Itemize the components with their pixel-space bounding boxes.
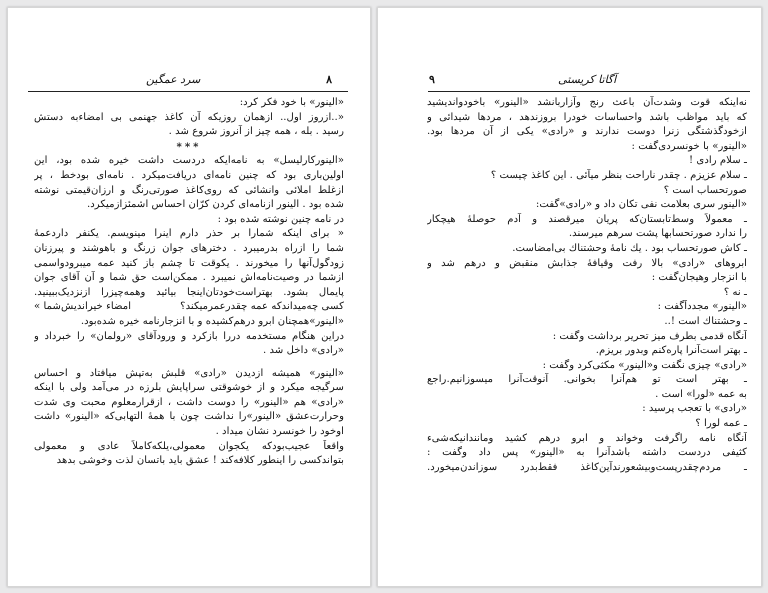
left-page-number: ٨	[326, 73, 332, 86]
text-line: سرگیجه میکرد و از خوشوقتی سراپایش بلرزه در می‌آمد ولی با اینکه	[34, 382, 344, 394]
text-line: دراین هنگام مستخدمه دررا بازکرد و ورودآقای «رولمان» را خبرداد و	[34, 330, 344, 342]
right-page-header	[428, 71, 750, 92]
text-line: «الینور» همیشه ازدیدن «رادی» قلبش به‌تپش میافتاد و احساس	[34, 367, 344, 379]
text-line: «الینور» با خونسردی‌گفت :	[631, 140, 747, 152]
dialogue-line: ـ معمولاً وسط‌تابستان‌که پریان میرقصند و آدم حوصلهٔ هیچکار	[427, 213, 747, 225]
text-line: «رادی» با تعجب پرسید :	[642, 403, 747, 415]
text-line: «الینور»همچنان ابرو درهم‌کشیده و با انزجارنامه خیره شده‌بود.	[80, 315, 344, 327]
dialogue-line: ـ بهتر است تو هم‌آنرا بخوانی. آنوقت‌آنرا میسوزانیم.راجع	[427, 374, 747, 386]
letter-line: پایمال بشود. بهتر‌است‌خودتان‌اینجا بیائید وهمه‌چیزرا ازنزدیک‌ببینید.	[34, 286, 344, 298]
text-line: به عمه «لورا» است .	[655, 388, 747, 400]
text-line: «رادی» چیزی نگفت و«الینور» مکثی‌کرد و‌گفت :	[542, 359, 747, 371]
text-line: بتواندکسی را اینطور کلافه‌کند ! عشق باید باتسان لذت وخوشی بدهد	[56, 455, 344, 467]
dialogue-line: ـ مردم‌چقدرپست‌وبیشعورندآین‌کاغذ فقط‌بدرد سوزاندن‌میخورد.	[427, 461, 747, 473]
text-line: «الینور» با خود فکر کرد:	[239, 97, 344, 108]
text-line: رسید . بله ، همه چیز از آنروز شروع شد .	[168, 126, 344, 138]
text-line: ابروهای «رادی» بالا رفت وقیافهٔ جذابش منقبض و درهم شد و	[427, 257, 747, 269]
text-line: ازخودگذشتگی زنرا دوست ندارند و «رادی» یکی از آن مردها بود.	[427, 126, 747, 138]
letter-line: شما را ازراه بدر‌میبرد . دخترهای جوان زرنگ و باهوشند و پیرزنان	[34, 242, 344, 254]
right-page-body	[427, 96, 747, 475]
text-line: اولین‌باری بود که چنین نامه‌ای دریافت‌میکرد . نامه‌ای بودخط ، پر	[34, 169, 344, 181]
right-page-number: ٩	[429, 73, 435, 86]
text-line: کثیفی دردست داشته باشدآنرا به «الینور» پس داد و‌گفت :	[427, 447, 747, 459]
dialogue-line: ـ نه ؟	[723, 286, 747, 298]
dialogue-line: ـ بهتر است‌آنرا پاره‌کنم وبدور بریزم.	[595, 345, 747, 357]
text-line: «..ازروز اول.. ازهمان روزیکه آن کاغذ جهنمی بی امضاءبه دستش	[34, 111, 344, 123]
text-line: وحرارت‌عشق «الینور»را نداشت چون با همهٔ التهابی‌که «الینور» داشت	[34, 411, 344, 423]
dialogue-line: ـ کاش صورتحساب بود . یك نامهٔ وحشتناك بی‌امضاست.	[512, 242, 747, 254]
text-line: نه‌اینکه قوت وشدت‌آن باعث رنج وآزاربانشد «الینور» باخودواندیشید	[427, 97, 747, 108]
text-line: آنگاه نامه راگرفت وخواند و ابرو درهم کشید ومانندانیکه‌شیء	[427, 432, 747, 444]
letter-line: ازشما در وصیت‌نامه‌اش نمیبرد . ممکن‌است حق شما و آن آقای جوان	[34, 272, 344, 284]
text-line: در نامه چنین نوشته شده بود :	[217, 213, 344, 225]
text-line: ازغلط املائی وانشائی که روی‌کاغذ صورتی‌رنگ و ارزان‌قیمتی نوشته	[34, 184, 344, 196]
dialogue-line: ـ وحشتناك است !..	[664, 315, 747, 327]
letter-line: « برای اینکه شمارا بر حذر دارم اینرا مینویسم. یکنفر دارد‌عمهٔ	[34, 228, 344, 240]
left-page-header	[28, 71, 348, 92]
letter-signature: امضاء خیراندیش‌شما »	[34, 301, 132, 313]
text-line: که باید مواظب باشد واحساسات خودرا بروزندهد ، مردها شیدائی و	[427, 111, 747, 123]
left-page	[7, 7, 371, 587]
text-line: اوخود را خونسرد نشان میداد .	[215, 426, 344, 438]
text-line: را ندارد صورتحسابها پشت سرهم میرسند.	[568, 228, 747, 240]
text-line: «رادی» هم «الینور» را دوست داشت ، ازقرارمعلوم محبت وی شدت	[34, 396, 344, 408]
section-separator: ***	[176, 140, 202, 153]
text-line: با انزجار وهیجان‌گفت :	[651, 272, 747, 284]
dialogue-line: ـ عمه لورا ؟	[695, 418, 747, 430]
dialogue-line: ـ سلام رادی !	[689, 155, 747, 167]
right-running-title: آگاتا کریستی	[558, 73, 617, 86]
text-line: واقعاً عجیب‌بود‌که یکجوان معمولی،یلکه‌کاملاً عادی و معمولی	[34, 440, 344, 452]
right-page	[377, 7, 762, 587]
text-line: «الینورکارلیسل» به نامه‌ایکه دردست داشت خیره شده بود، این	[34, 155, 344, 167]
text-line: آنگاه قدمی بطرف میز تحریر برداشت و‌گفت :	[552, 330, 747, 342]
text-line: صورتحساب است ؟	[663, 184, 747, 196]
text-line: «رادی» داخل شد .	[263, 345, 344, 357]
left-running-title: سرد عمگین	[146, 73, 201, 86]
letter-closing-line	[34, 300, 344, 315]
text-line: «الینور» مجدداً‌گفت :	[657, 301, 747, 313]
letter-question: کسی چه‌میداندکه عمه چقدرعمر‌میکند؟	[180, 301, 344, 313]
letter-line: زودگول‌آنها را میخورند . یکوقت تا چشم باز کنید عمه میبرودواسمی	[34, 257, 344, 269]
text-line: شده بود . الینور ازنامه‌ای کردن‌ کرّان احساس اشمئزازمیکرد.	[87, 199, 344, 211]
dialogue-line: ـ سلام عزیزم . چقدر ناراحت بنظر میآئی . این کاغذ چیست ؟	[490, 169, 747, 181]
text-line: «الینور سری بعلامت نفی تکان داد و «رادی»گفت:	[535, 199, 747, 211]
left-page-body	[34, 96, 344, 469]
